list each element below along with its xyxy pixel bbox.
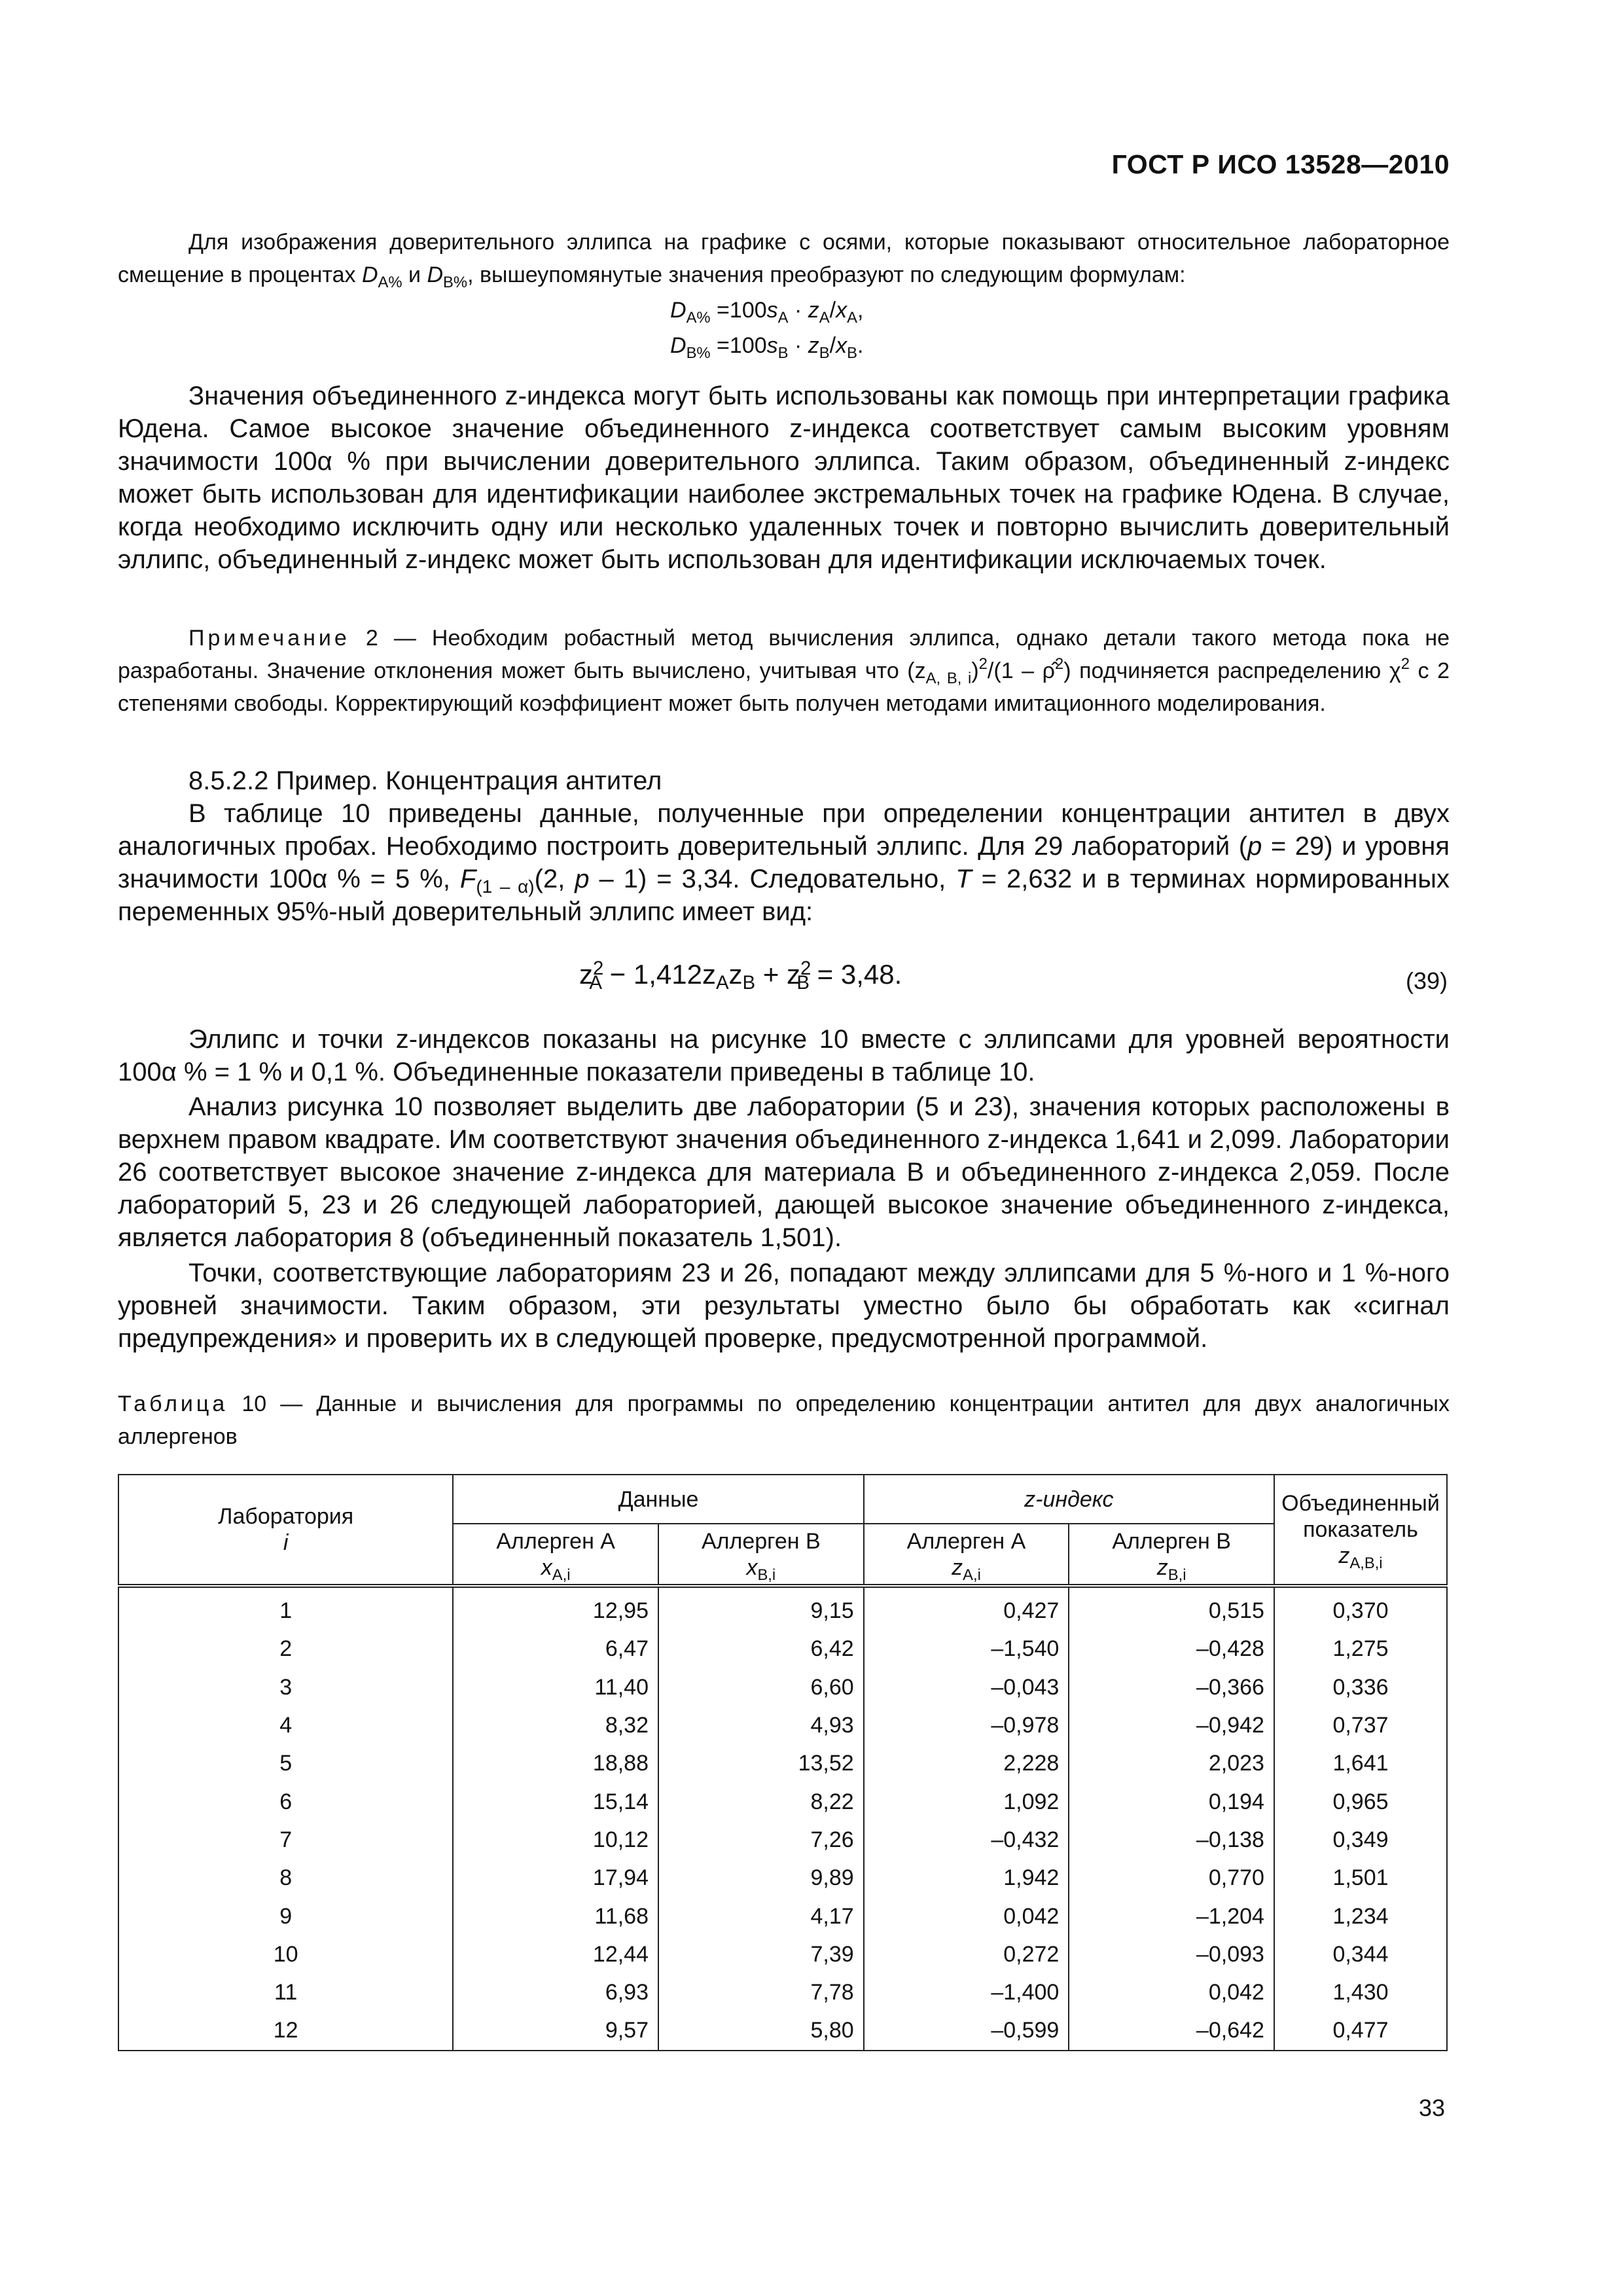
table-cell: 0,370 [1274,1586,1447,1630]
table-cell: 13,52 [658,1744,864,1782]
table-cell: 9 [118,1897,453,1935]
table-cell: –1,204 [1069,1897,1274,1935]
header-laboratory: Лаборатория i [118,1475,453,1586]
table-cell: 0,770 [1069,1859,1274,1897]
table-cell: 11,40 [453,1668,658,1706]
table-cell: 0,194 [1069,1782,1274,1820]
table-cell: 4,17 [658,1897,864,1935]
table-row [118,1744,1447,1782]
table-cell: 18,88 [453,1744,658,1782]
table-row [118,1897,1447,1935]
table-caption: Таблица 10 — Данные и вычисления для программы по определению концентрации антител для двух аналогичных аллергенов [118,1391,1450,1449]
table-cell: 1,234 [1274,1897,1447,1935]
table-cell: 4,93 [658,1706,864,1744]
table-cell: 7,78 [658,1973,864,2011]
table-cell: 10,12 [453,1821,658,1859]
table-cell: 2,228 [864,1744,1069,1782]
table-cell: –0,138 [1069,1821,1274,1859]
table-row [118,1706,1447,1744]
table-cell: 9,57 [453,2011,658,2050]
table-cell: 6,93 [453,1973,658,2011]
table-cell: 12 [118,2011,453,2050]
table-cell: 0,737 [1274,1706,1447,1744]
table-cell: 6,47 [453,1630,658,1668]
table-cell: 11,68 [453,1897,658,1935]
table-cell: –0,043 [864,1668,1069,1706]
header-allergen-b-x: Аллерген B $x_{B,i}$ [658,1524,864,1586]
table-cell: 1,275 [1274,1630,1447,1668]
table-cell: 2,023 [1069,1744,1274,1782]
table-cell: 8 [118,1859,453,1897]
table-cell: 2 [118,1630,453,1668]
table-cell: 17,94 [453,1859,658,1897]
table-cell: 1,501 [1274,1859,1447,1897]
table-cell: 8,22 [658,1782,864,1820]
paragraph-analysis: Анализ рисунка 10 позволяет выделить две лаборатории (5 и 23), значения которых расположены в верхнем правом квадрате. Им соответствуют значения объединенного z-индекса 1,641 и 2,099. Лаборатории 26 соответствует высокое значение z-индекса для материала B и объединенного z-индекса 2,059. После лабораторий 5, 23 и 26 следующей лабораторией, дающей высокое значение объединенного z-индекса, является лаборатория 8 (объединенный показатель 1,501). [118,1092,1450,1252]
table-row [118,1821,1447,1859]
table-cell: 6,60 [658,1668,864,1706]
formula-db: $D_{B\%} =100s_B \cdot z_B/x_B$. [670,333,864,362]
table-cell: 0,344 [1274,1935,1447,1973]
table-row [118,1586,1447,1630]
table-cell: 6 [118,1782,453,1820]
data-table [118,1474,1448,2051]
table-cell: –0,942 [1069,1706,1274,1744]
table-cell: 12,95 [453,1586,658,1630]
table-cell: 0,965 [1274,1782,1447,1820]
formula-da: $D_{A\%} =100s_A \cdot z_A/x_A$, [670,298,864,327]
table-cell: 7 [118,1821,453,1859]
table-row [118,1630,1447,1668]
table-cell: 1,641 [1274,1744,1447,1782]
table-cell: 1 [118,1586,453,1630]
table-cell: –1,400 [864,1973,1069,2011]
header-allergen-b-z: Аллерген B $z_{B,i}$ [1069,1524,1274,1586]
table-cell: 0,349 [1274,1821,1447,1859]
table-cell: 0,042 [864,1897,1069,1935]
header-data: Данные [453,1475,863,1524]
page-number: 33 [1418,2094,1445,2121]
table-cell: 0,515 [1069,1586,1274,1630]
table-row [118,1668,1447,1706]
table-cell: –0,432 [864,1821,1069,1859]
equation-number: (39) [1405,967,1448,994]
table-row [118,1859,1447,1897]
header-allergen-a-x: Аллерген A $x_{A,i}$ [453,1524,658,1586]
table-cell: –0,978 [864,1706,1069,1744]
paragraph-ellipse: Эллипс и точки z-индексов показаны на рисунке 10 вместе с эллипсами для уровней вероятности 100α % = 1 % и 0,1 %. Объединенные показатели приведены в таблице 10. [118,1025,1450,1086]
table-cell: 7,26 [658,1821,864,1859]
table-row [118,2011,1447,2050]
equation-39: $z^2_A - 1,412z_Az_B + z^2_B = 3,48$. [579,958,902,994]
table-cell: 6,42 [658,1630,864,1668]
table-cell: 7,39 [658,1935,864,1973]
table-cell: 0,477 [1274,2011,1447,2050]
table-cell: 1,430 [1274,1973,1447,2011]
table-cell: 8,32 [453,1706,658,1744]
header-combined: Объединенный показатель $z_{A,B,i}$ [1274,1475,1447,1586]
table-cell: 9,15 [658,1586,864,1630]
table-row [118,1935,1447,1973]
table-row [118,1973,1447,2011]
table-cell: 15,14 [453,1782,658,1820]
paragraph-combined-zindex: Значения объединенного z-индекса могут быть использованы как помощь при интерпретации графика Юдена. Самое высокое значение объединенного z-индекса соответствует самым высоким уровням значимости 100α % при вычислении доверительного эллипса. Таким образом, объединенный z-индекс может быть использован для идентификации наиболее экстремальных точек на графике Юдена. В случае, когда необходимо исключить одну или несколько удаленных точек и повторно вычислить доверительный эллипс, объединенный z-индекс может быть использован для идентификации исключаемых точек. [118,382,1450,574]
document-header: ГОСТ Р ИСО 13528—2010 [1111,149,1450,179]
table-cell: 9,89 [658,1859,864,1897]
table-cell: 4 [118,1706,453,1744]
table-cell: 0,042 [1069,1973,1274,2011]
table-cell: 12,44 [453,1935,658,1973]
table-cell: –0,366 [1069,1668,1274,1706]
table-cell: –0,599 [864,2011,1069,2050]
table-cell: –0,642 [1069,2011,1274,2050]
intro-paragraph: Для изображения доверительного эллипса на графике с осями, которые показывают относительное лабораторное смещение в процентах $D_{A\%}$ и $D_{B\%}$, вышеупомянутые значения преобразуют по следующим формулам: [118,230,1450,291]
table-cell: 1,092 [864,1782,1069,1820]
table-cell: –1,540 [864,1630,1069,1668]
table-cell: 0,427 [864,1586,1069,1630]
table-cell: 0,272 [864,1935,1069,1973]
table-cell: –0,093 [1069,1935,1274,1973]
paragraph-table10: В таблице 10 приведены данные, полученные при определении концентрации антител в двух аналогичных пробах. Необходимо построить доверительный эллипс. Для 29 лабораторий (p = 29) и уровня значимости 100α % = 5 %, $F_{(1 - \alpha)}(2$, p – 1) = 3,34. Следовательно, T = 2,632 и в терминах нормированных переменных 95%-ный доверительный эллипс имеет вид: [118,799,1450,926]
table-cell: 11 [118,1973,453,2011]
header-zindex: z-индекс [864,1475,1274,1524]
table-cell: 5 [118,1744,453,1782]
table-cell: 5,80 [658,2011,864,2050]
table-row [118,1782,1447,1820]
paragraph-points: Точки, соответствующие лабораториям 23 и 26, попадают между эллипсами для 5 %-ного и 1 %-ного уровней значимости. Таким образом, эти результаты уместно было бы обработать как «сигнал предупреждения» и проверить их в следующей проверке, предусмотренной программой. [118,1259,1450,1353]
note-paragraph: Примечание 2 — Необходим робастный метод вычисления эллипса, однако детали такого метода пока не разработаны. Значение отклонения может быть вычислено, учитывая что $(z_{A, B, i})^2/(1$ – ρ̂$^2$) подчиняется распределению $\chi^2$ с 2 степенями свободы. Корректирующий коэффициент может быть получен методами имитационного моделирования. [118,626,1450,716]
table-cell: 0,336 [1274,1668,1447,1706]
table-cell: 3 [118,1668,453,1706]
table-cell: 1,942 [864,1859,1069,1897]
table-cell: 10 [118,1935,453,1973]
table-cell: –0,428 [1069,1630,1274,1668]
header-allergen-a-z: Аллерген A $z_{A,i}$ [864,1524,1069,1586]
section-title: 8.5.2.2 Пример. Концентрация антител [188,766,662,795]
